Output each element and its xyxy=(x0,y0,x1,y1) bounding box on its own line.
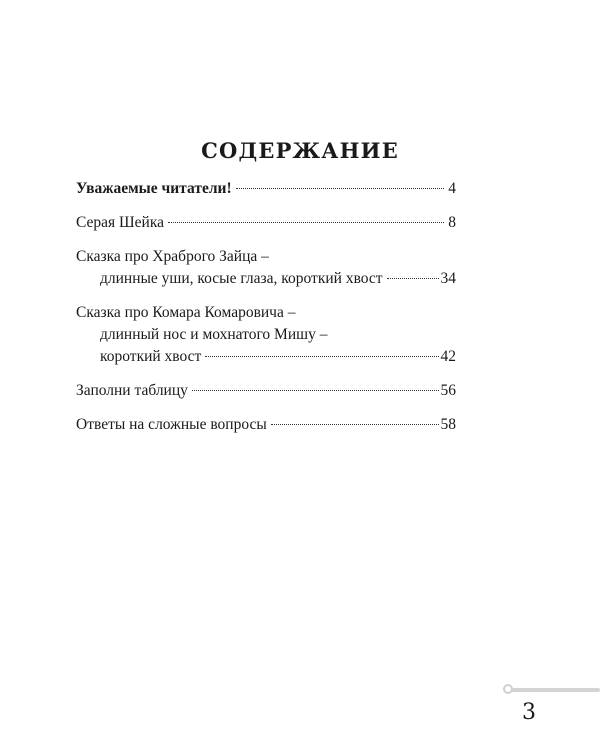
dot-leader xyxy=(168,222,444,223)
dot-leader xyxy=(192,390,439,391)
toc-entry-title: Ответы на сложные вопросы xyxy=(76,416,267,433)
toc-entry-title-continued: длинный нос и мохнатого Мишу – xyxy=(100,326,328,343)
toc-line xyxy=(76,212,456,234)
toc-line xyxy=(76,178,456,200)
toc-entry[interactable] xyxy=(76,246,456,290)
toc-line xyxy=(76,302,456,324)
toc-line xyxy=(76,246,456,268)
toc-page-number: 42 xyxy=(440,348,456,365)
toc-page-number: 4 xyxy=(448,180,456,197)
dot-leader xyxy=(387,278,439,279)
toc-line xyxy=(76,346,456,368)
toc-page-number: 56 xyxy=(440,382,456,399)
toc-entry[interactable] xyxy=(76,414,456,436)
toc-entry-title: Сказка про Комара Комаровича – xyxy=(76,304,296,321)
toc-entry[interactable] xyxy=(76,212,456,234)
toc-entry-title: Сказка про Храброго Зайца – xyxy=(76,248,269,265)
toc-entry[interactable] xyxy=(76,380,456,402)
table-of-contents xyxy=(76,178,456,448)
toc-entry-title: Серая Шейка xyxy=(76,214,165,231)
toc-entry-title: Заполни таблицу xyxy=(76,382,188,399)
toc-line xyxy=(76,268,456,290)
toc-entry-title-continued: длинные уши, косые глаза, короткий хвост xyxy=(100,270,383,287)
toc-line xyxy=(76,414,456,436)
toc-entry[interactable] xyxy=(76,178,456,200)
toc-page-number: 8 xyxy=(448,214,456,231)
page-number: 3 xyxy=(522,700,536,725)
footer-decoration-dot xyxy=(503,684,513,694)
toc-entry-title: Уважаемые читатели! xyxy=(76,180,232,197)
footer-decoration-rule xyxy=(510,688,600,692)
toc-line xyxy=(76,380,456,402)
toc-line xyxy=(76,324,456,346)
dot-leader xyxy=(205,356,438,357)
toc-page-number: 58 xyxy=(440,416,456,433)
dot-leader xyxy=(271,424,439,425)
toc-entry[interactable] xyxy=(76,302,456,368)
toc-page-number: 34 xyxy=(440,270,456,287)
dot-leader xyxy=(236,188,444,189)
toc-entry-title-continued: короткий хвост xyxy=(100,348,202,365)
page-title: СОДЕРЖАНИЕ xyxy=(201,138,399,163)
